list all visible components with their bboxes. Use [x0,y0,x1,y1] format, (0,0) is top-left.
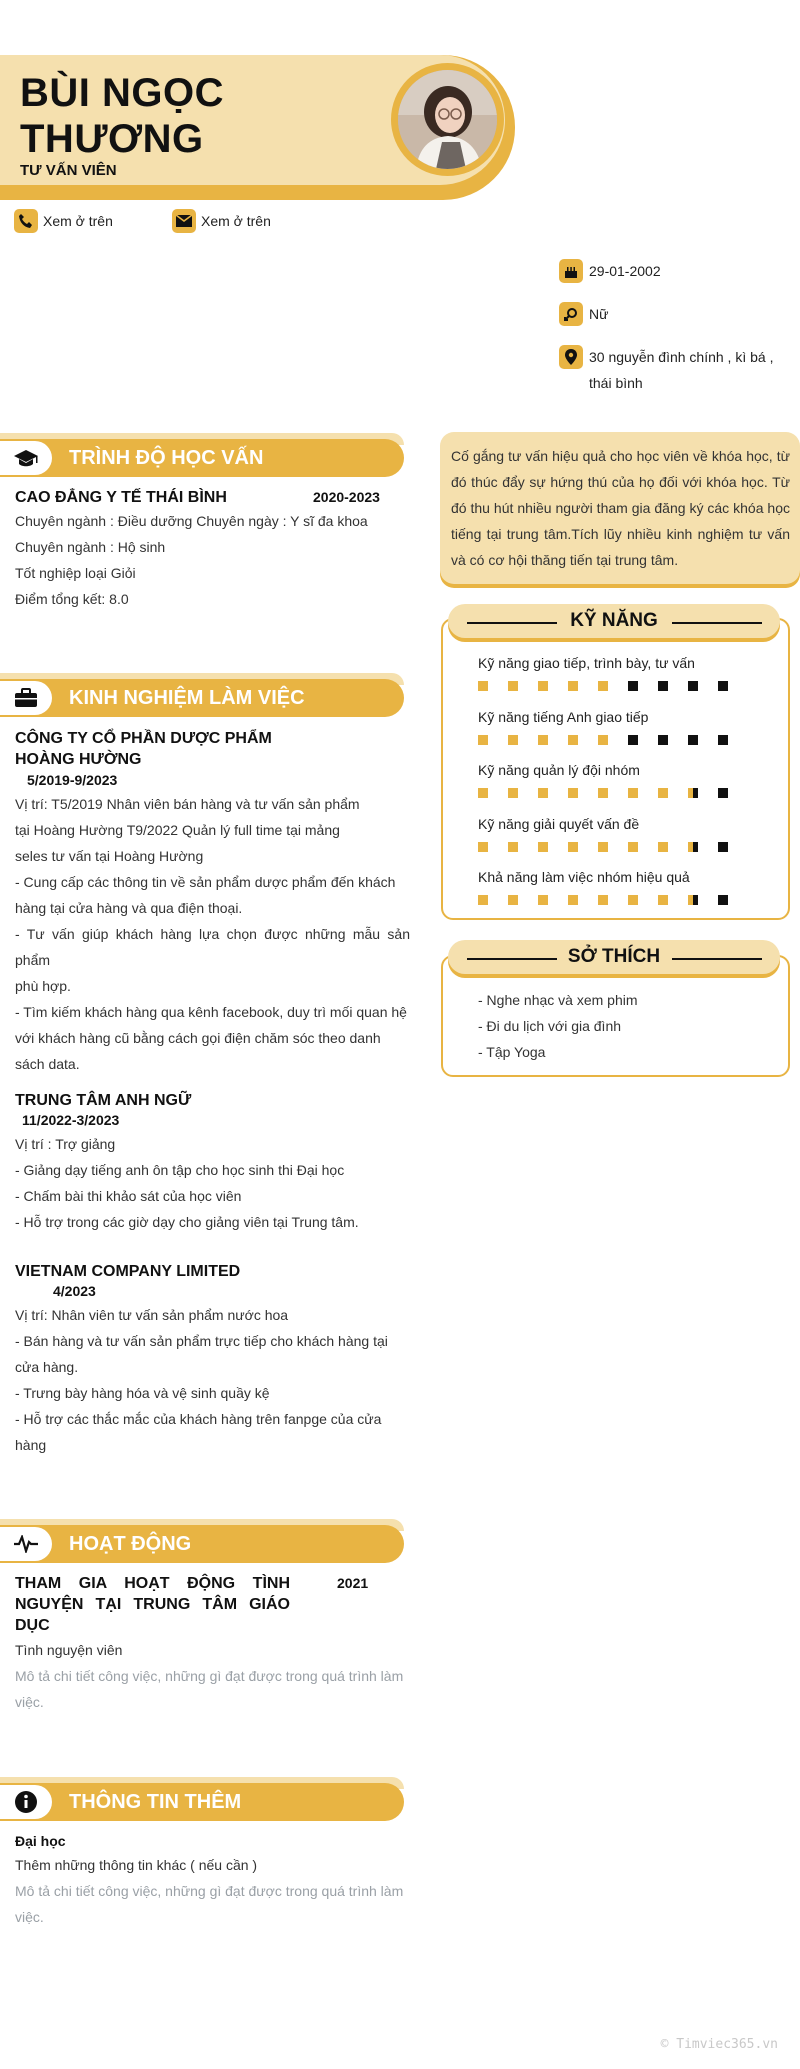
skill-dot [478,842,488,852]
email-value: Xem ở trên [201,213,271,229]
gender-value: Nữ [589,306,609,322]
education-school: CAO ĐẲNG Y TẾ THÁI BÌNH [15,489,227,506]
skill-dot [568,842,578,852]
skill-dot [688,735,698,745]
skill-dot [628,842,638,852]
skill-dot [688,842,698,852]
graduation-cap-icon [13,448,39,468]
phone-value: Xem ở trên [43,213,113,229]
hobbies-header: SỞ THÍCH [448,940,780,974]
job3-period: 4/2023 [53,1283,96,1299]
skill-row [478,816,778,870]
skill-dot [598,842,608,852]
skill-dot [568,735,578,745]
skill-level [478,788,778,798]
skill-name: Kỹ năng tiếng Anh giao tiếp [478,708,649,725]
skill-dot [718,895,728,905]
hobby-item: - Tập Yoga [478,1044,546,1060]
birthday-cake-icon [559,259,583,283]
skill-level [478,681,778,691]
skill-name: Kỹ năng giải quyết vấn đề [478,815,640,832]
skill-level [478,842,778,852]
pulse-icon [13,1535,39,1553]
address-line1: 30 nguyễn đình chính , kì bá , [589,349,774,365]
skill-dot [658,895,668,905]
skill-dot [598,735,608,745]
activities-section-header: HOẠT ĐỘNG [0,1519,404,1564]
job1-period: 5/2019-9/2023 [27,772,118,788]
gender-icon [559,302,583,326]
education-section-header: TRÌNH ĐỘ HỌC VẤN [0,433,404,478]
additional-details: Thêm những thông tin khác ( nếu cần ) Mô tả chi tiết công việc, những gì đạt được trong quá trình làm việc. [15,1857,404,1925]
skill-level [478,735,778,745]
job2-company: TRUNG TÂM ANH NGỮ [15,1092,192,1109]
hobby-item: - Nghe nhạc và xem phim [478,992,638,1008]
skill-level [478,895,778,905]
skill-dot [508,842,518,852]
birthday-value: 29-01-2002 [589,263,661,279]
skill-name: Khả năng làm việc nhóm hiệu quả [478,869,690,885]
skill-dot [478,735,488,745]
skill-dot [718,842,728,852]
skill-dot [718,788,728,798]
email-icon [172,209,196,233]
skill-dot [628,735,638,745]
info-icon [14,1790,38,1814]
skill-dot [658,842,668,852]
skill-row [478,709,778,763]
skill-dot [538,895,548,905]
skill-row [478,655,778,709]
job2-period: 11/2022-3/2023 [22,1112,120,1128]
job1-company: CÔNG TY CỔ PHẦN DƯỢC PHẨM HOÀNG HƯỜNG [15,730,272,768]
additional-heading: Đại học [15,1833,66,1849]
hobby-item: - Đi du lịch với gia đình [478,1018,622,1034]
experience-section-header: KINH NGHIỆM LÀM VIỆC [0,673,404,718]
skill-dot [628,788,638,798]
skill-row [478,762,778,816]
hobbies-list [478,987,638,1065]
phone-icon [14,209,38,233]
skill-name: Kỹ năng quản lý đội nhóm [478,762,640,778]
skill-dot [508,681,518,691]
skill-dot [538,735,548,745]
avatar [398,70,497,169]
skill-dot [688,895,698,905]
candidate-name: BÙI NGỌC THƯƠNG [20,71,224,161]
skill-name: Kỹ năng giao tiếp, trình bày, tư vấn [478,655,695,671]
briefcase-icon [14,688,38,708]
skill-dot [568,788,578,798]
activity-details: Tình nguyện viên Mô tả chi tiết công việc, những gì đạt được trong quá trình làm việc. [15,1642,404,1710]
skill-dot [478,788,488,798]
skills-header: KỸ NĂNG [448,604,780,638]
address-line2: thái bình [589,375,643,391]
skill-dot [718,735,728,745]
skill-dot [508,895,518,905]
education-details: Chuyên ngành : Điều dưỡng Chuyên ngày : Y sĩ đa khoa Chuyên ngành : Hộ sinh Tốt nghiệp loại Giỏi Điểm tổng kết: 8.0 [15,513,368,607]
activity-name: THAM GIA HOẠT ĐỘNG TÌNH NGUYỆN TẠI TRUNG TÂM GIÁO DỤC [15,1575,290,1634]
skill-dot [538,842,548,852]
footer-watermark: © Timviec365.vn [660,2037,778,2052]
skill-dot [598,895,608,905]
skill-dot [658,735,668,745]
skill-dot [478,895,488,905]
job1-description: Vị trí: T5/2019 Nhân viên bán hàng và tư vấn sản phẩm tại Hoàng Hường T9/2022 Quản lý full time tại mảng seles tư vấn tại Hoàng Hường - Cung cấp các thông tin về sản phẩm dược phẩm đến khách hàng tại cửa hàng và qua điện thoại. - Tư vấn giúp khách hàng lựa chọn được những mẫu sản phẩm phù hợp. - Tìm kiếm khách hàng qua kênh facebook, duy trì mối quan hệ với khách hàng cũ bằng cách gọi điện chăm sóc theo danh sách data. [15,796,410,1072]
candidate-position: TƯ VẤN VIÊN [20,162,117,179]
skill-dot [658,788,668,798]
skill-dot [568,681,578,691]
skill-dot [688,788,698,798]
skill-dot [598,788,608,798]
skill-dot [598,681,608,691]
skill-dot [478,681,488,691]
skill-dot [628,895,638,905]
job3-company: VIETNAM COMPANY LIMITED [15,1263,241,1280]
career-objective: Cố gắng tư vấn hiệu quả cho học viên về khóa học, từ đó thúc đẩy sự hứng thú của họ đối với khóa học. Từ đó thu hút nhiều người tham gia đăng ký các khóa học tiếng tại trung tâm.Tích lũy nhiều kinh nghiệm tư vấn và có cơ hội thăng tiến tại trung tâm. [440,432,800,584]
skills-list [478,655,778,923]
skill-dot [508,735,518,745]
skill-dot [688,681,698,691]
skill-dot [508,788,518,798]
job2-description: Vị trí : Trợ giảng - Giảng dạy tiếng anh ôn tập cho học sinh thi Đại học - Chấm bài thi khảo sát của học viên - Hỗ trợ trong các giờ dạy cho giảng viên tại Trung tâm. [15,1136,359,1230]
skill-row [478,869,778,923]
skill-dot [718,681,728,691]
activity-year: 2021 [337,1575,369,1591]
skill-dot [538,681,548,691]
skill-dot [568,895,578,905]
skill-dot [628,681,638,691]
job3-description: Vị trí: Nhân viên tư vấn sản phẩm nước hoa - Bán hàng và tư vấn sản phẩm trực tiếp cho khách hàng tại cửa hàng. - Trưng bày hàng hóa và vệ sinh quầy kệ - Hỗ trợ các thắc mắc của khách hàng trên fanpge của cửa hàng [15,1307,388,1453]
education-period: 2020-2023 [313,489,380,505]
skill-dot [658,681,668,691]
skill-dot [538,788,548,798]
location-pin-icon [559,345,583,369]
additional-info-section-header: THÔNG TIN THÊM [0,1777,404,1822]
